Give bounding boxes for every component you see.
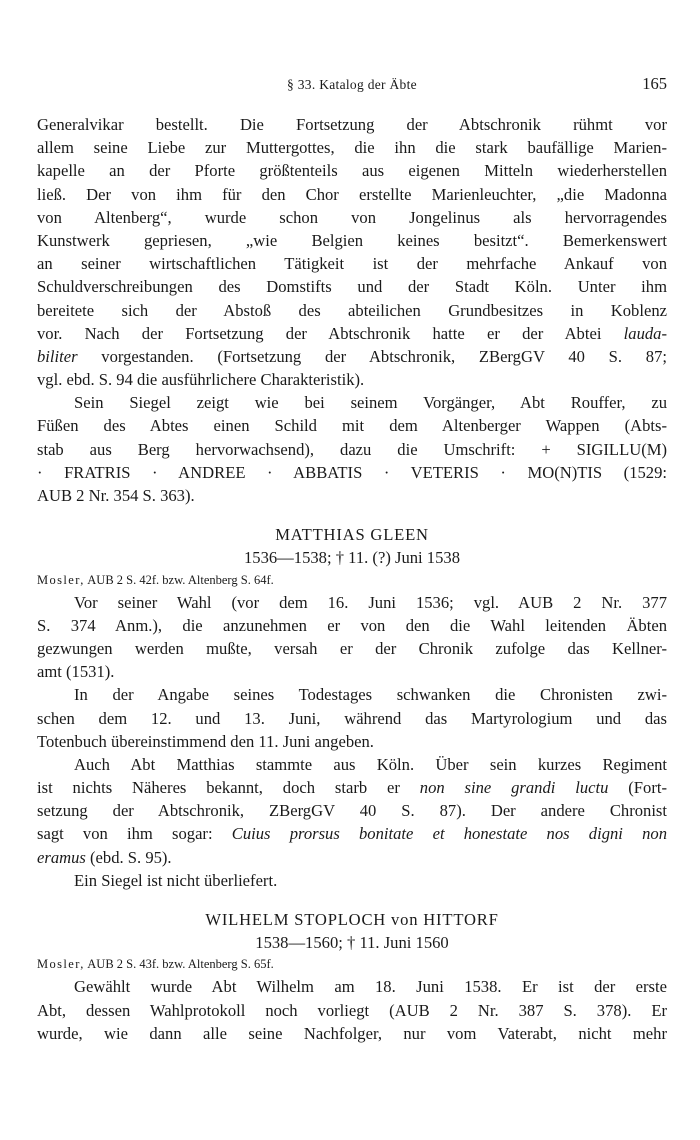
- text-line: · FRATRIS · ANDREE · ABBATIS · VETERIS · MO(N)TIS (1529:: [37, 462, 667, 482]
- text-segment: vor. Nach der Fortsetzung der Abtschronik hatte er der Abtei: [37, 323, 624, 343]
- latin-quote: eramus: [37, 847, 86, 867]
- paragraph-election: [37, 975, 667, 1045]
- running-head: [37, 74, 667, 96]
- latin-term: biliter: [37, 346, 78, 366]
- reference-author: Mosler,: [37, 957, 85, 972]
- text-line: Füßen des Abtes einen Schild mit dem Altenberger Wappen (Abts-: [37, 416, 667, 436]
- paragraph-continuation: [37, 113, 667, 391]
- reference-line: [37, 954, 667, 975]
- text-line: stab aus Berg hervorwachsend), dazu die Umschrift: + SIGILLU(M): [37, 439, 667, 459]
- text-segment: (Fort-: [608, 778, 667, 798]
- text-line: an seiner wirtschaftlichen Tätigkeit ist der mehrfache Ankauf von: [37, 254, 667, 274]
- text-line: AUB 2 Nr. 354 S. 363).: [37, 486, 195, 505]
- text-line: setzung der Abtschronik, ZBergGV 40 S. 87). Der andere Chronist: [37, 801, 667, 821]
- abbot-dates: 1538—1560; † 11. Juni 1560: [255, 933, 449, 953]
- abbot-dates: 1536—1538; † 11. (?) Juni 1538: [243, 548, 460, 568]
- latin-quote: non sine grandi luctu: [419, 778, 609, 798]
- text-line: gezwungen werden mußte, versah er der Chronik zufolge das Kellner-: [37, 638, 667, 658]
- reference-text: AUB 2 S. 43f. bzw. Altenberg S. 65f.: [84, 957, 274, 972]
- text-line: Totenbuch übereinstimmend den 11. Juni angeben.: [37, 731, 374, 751]
- text-line: [37, 322, 667, 345]
- page-number: 165: [642, 74, 667, 93]
- abbot-heading: WILHELM STOPLOCH von HITTORF: [205, 910, 499, 929]
- text-line: Schuldverschreibungen des Domstifts und der Stadt Köln. Unter ihm: [37, 277, 667, 297]
- paragraph-origin: [37, 753, 667, 869]
- reference-text: AUB 2 S. 42f. bzw. Altenberg S. 64f.: [84, 572, 274, 587]
- latin-quote: Cuius prorsus bonitate et honestate nos digni non: [231, 824, 667, 844]
- text-line: Gewählt wurde Abt Wilhelm am 18. Juni 1538. Er ist der erste: [74, 977, 667, 997]
- abbot-heading: MATTHIAS GLEEN: [275, 525, 429, 545]
- text-line: amt (1531).: [37, 662, 115, 682]
- paragraph-seal-note: [37, 869, 667, 892]
- text-line: [37, 846, 667, 869]
- text-line: S. 374 Anm.), die anzunehmen er von den die Wahl leitenden Äbten: [37, 615, 667, 635]
- text-segment: sagt von ihm sogar:: [37, 824, 232, 844]
- text-line: allem seine Liebe zur Muttergottes, die ihn die stark baufällige Marien-: [37, 138, 667, 158]
- latin-term: lauda-: [623, 323, 667, 343]
- text-line: Generalvikar bestellt. Die Fortsetzung der Abtschronik rühmt vor: [37, 115, 667, 134]
- text-segment: ist nichts Näheres bekannt, doch starb er: [37, 778, 420, 798]
- text-line: [37, 822, 667, 845]
- text-line: vgl. ebd. S. 94 die ausführlichere Charakteristik).: [37, 370, 365, 390]
- text-line: von Altenberg“, wurde schon von Jongelinus als hervorragendes: [37, 207, 667, 227]
- reference-line: [37, 570, 667, 591]
- text-line: schen dem 12. und 13. Juni, während das Martyrologium und das: [37, 708, 667, 728]
- text-line: ließ. Der von ihm für den Chor erstellte Marienleuchter, „die Madonna: [37, 184, 667, 204]
- text-line: Sein Siegel zeigt wie bei seinem Vorgänger, Abt Rouffer, zu: [74, 393, 667, 413]
- text-line: Vor seiner Wahl (vor dem 16. Juni 1536; vgl. AUB 2 Nr. 377: [74, 592, 667, 612]
- body-text: [37, 113, 667, 1045]
- text-line: Ein Siegel ist nicht überliefert.: [74, 870, 278, 890]
- paragraph-death-date: [37, 683, 667, 753]
- text-line: bereitete sich der Abstoß des abteilichen Grundbesitzes in Koblenz: [37, 300, 667, 320]
- text-line: Auch Abt Matthias stammte aus Köln. Über sein kurzes Regiment: [74, 754, 667, 774]
- text-line: Kunstwerk gepriesen, „wie Belgien keines besitzt“. Bemerkenswert: [37, 230, 667, 250]
- text-segment: vorgestanden. (Fortsetzung der Abtschronik, ZBergGV 40 S. 87;: [77, 346, 667, 366]
- text-line: kapelle an der Pforte größtenteils aus eigenen Mitteln wiederherstellen: [37, 161, 667, 181]
- text-line: [37, 776, 667, 799]
- text-line: Abt, dessen Wahlprotokoll noch vorliegt (AUB 2 Nr. 387 S. 378). Er: [37, 1000, 667, 1020]
- text-line: wurde, wie dann alle seine Nachfolger, nur vom Vaterabt, nicht mehr: [37, 1023, 667, 1043]
- paragraph-election: [37, 591, 667, 684]
- text-segment: (ebd. S. 95).: [85, 847, 172, 867]
- paragraph-seal: [37, 391, 667, 507]
- reference-author: Mosler,: [37, 572, 85, 587]
- running-head-title: § 33. Katalog der Äbte: [287, 77, 417, 92]
- text-line: In der Angabe seines Todestages schwanken die Chronisten zwi-: [74, 685, 667, 705]
- text-line: [37, 345, 667, 368]
